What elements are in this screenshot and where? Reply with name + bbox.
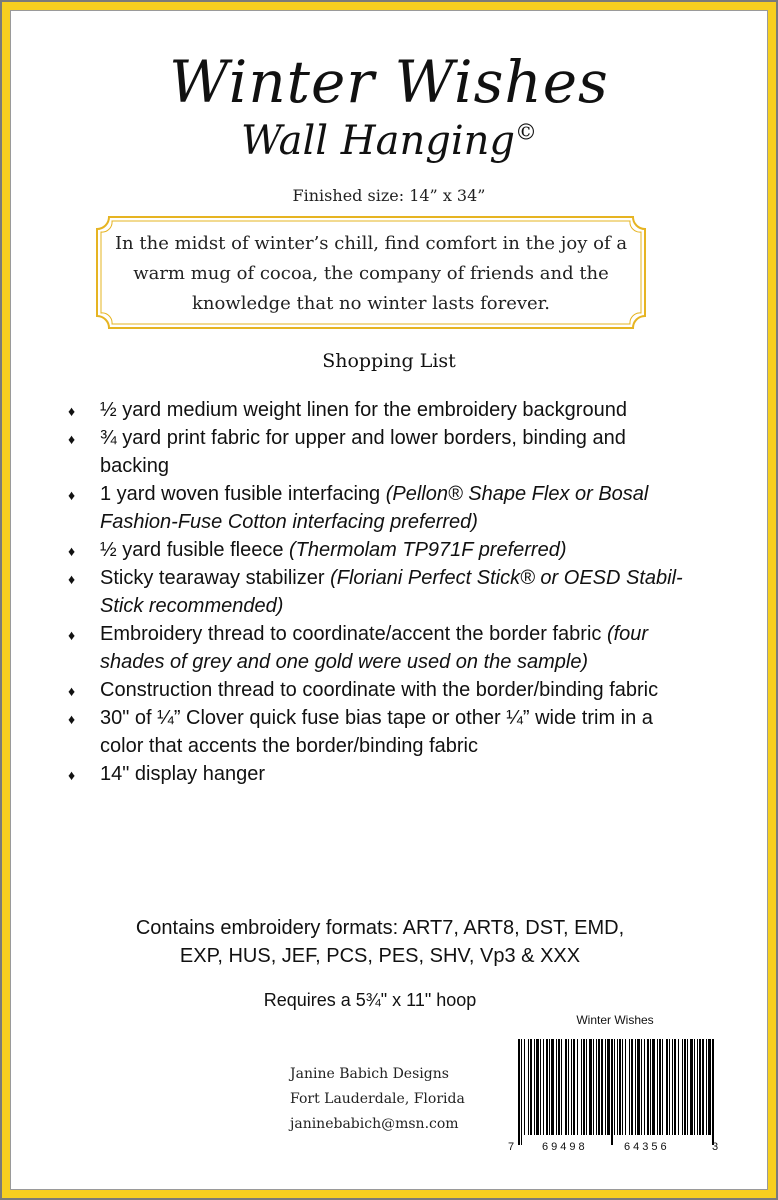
barcode-bar — [657, 1039, 658, 1135]
barcode-bar — [712, 1039, 714, 1145]
barcode-bar — [596, 1039, 597, 1135]
list-item-text: ½ yard medium weight linen for the embroidery background — [100, 399, 627, 421]
barcode-bar — [647, 1039, 649, 1135]
barcode-bar — [659, 1039, 661, 1135]
barcode-bar — [565, 1039, 567, 1135]
barcode-bar — [593, 1039, 594, 1135]
barcode-bar — [666, 1039, 668, 1135]
barcode-bar — [583, 1039, 585, 1135]
barcode-bar — [607, 1039, 610, 1135]
finished-size: Finished size: 14” x 34” — [292, 186, 486, 205]
barcode-bar — [561, 1039, 562, 1135]
barcode-bar — [581, 1039, 582, 1135]
barcode-bar — [650, 1039, 651, 1135]
quote-line-2: warm mug of cocoa, the company of friends and the — [133, 263, 609, 284]
barcode-bar — [598, 1039, 600, 1135]
barcode-bar — [672, 1039, 673, 1135]
list-item-text: 14" display hanger — [100, 763, 265, 785]
barcode-bar — [573, 1039, 575, 1135]
diamond-bullet-icon: ♦ — [68, 431, 76, 447]
barcode-bar — [614, 1039, 615, 1135]
barcode-bar — [687, 1039, 688, 1135]
diamond-bullet-icon: ♦ — [68, 627, 76, 643]
list-item — [68, 676, 688, 704]
diamond-bullet-icon: ♦ — [68, 711, 76, 727]
barcode-bar — [708, 1039, 711, 1135]
barcode-bar — [536, 1039, 539, 1135]
barcode-bar — [619, 1039, 621, 1135]
barcode-bar — [635, 1039, 636, 1135]
barcode-bar — [518, 1039, 520, 1145]
barcode-bar — [652, 1039, 655, 1135]
barcode-bar — [617, 1039, 618, 1135]
barcode-bar — [534, 1039, 535, 1135]
barcode-bar — [694, 1039, 695, 1135]
pattern-title: Winter Wishes — [169, 48, 609, 116]
embroidery-formats — [60, 914, 700, 970]
diamond-bullet-icon: ♦ — [68, 571, 76, 587]
diamond-bullet-icon: ♦ — [68, 487, 76, 503]
barcode-bar — [690, 1039, 693, 1135]
hoop-requirement: Requires a 5¾" x 11" hoop — [263, 990, 477, 1010]
barcode-bar — [571, 1039, 572, 1135]
barcode-bar — [549, 1039, 550, 1135]
barcode-bars — [508, 1031, 722, 1153]
barcode-bar — [697, 1039, 698, 1135]
barcode-bar — [699, 1039, 701, 1135]
barcode-digit-first: 7 — [508, 1141, 515, 1153]
designer-location: Fort Lauderdale, Florida — [290, 1091, 465, 1107]
barcode-bar — [546, 1039, 548, 1135]
barcode-bar — [702, 1039, 704, 1135]
list-item-text: 1 yard woven fusible interfacing — [100, 483, 386, 505]
barcode-bar — [674, 1039, 676, 1135]
barcode-group-left: 69498 — [542, 1141, 588, 1153]
list-item-text: ½ yard fusible fleece — [100, 539, 289, 561]
barcode-bar — [540, 1039, 541, 1135]
barcode-bar — [521, 1039, 522, 1145]
barcode-bar — [641, 1039, 642, 1135]
list-item — [68, 564, 688, 620]
barcode-bar — [543, 1039, 544, 1135]
barcode-bar — [625, 1039, 626, 1135]
barcode-bar — [601, 1039, 603, 1135]
barcode-bar — [669, 1039, 670, 1135]
list-item — [68, 480, 688, 536]
list-item-note: (Pellon® Shape Flex or Bosal Fashion-Fuse Cotton interfacing preferred) — [100, 483, 649, 533]
list-item — [68, 396, 688, 424]
list-item — [68, 536, 688, 564]
barcode-label: Winter Wishes — [576, 1013, 654, 1027]
diamond-bullet-icon: ♦ — [68, 403, 76, 419]
quote-line-1: In the midst of winter’s chill, find comfort in the joy of a — [114, 233, 628, 254]
pattern-subtitle — [0, 118, 778, 164]
barcode-bar — [629, 1039, 630, 1135]
formats-line-1: Contains embroidery formats: ART7, ART8, DST, EMD, — [135, 917, 625, 939]
barcode-bar — [524, 1039, 525, 1135]
list-item-note: (four shades of grey and one gold were used on the sample) — [100, 623, 649, 673]
formats-line-2: EXP, HUS, JEF, PCS, PES, SHV, Vp3 & XXX — [179, 945, 581, 967]
barcode-bar — [551, 1039, 554, 1135]
quote-text — [95, 229, 647, 319]
barcode-bar — [678, 1039, 679, 1135]
barcode-bar — [622, 1039, 623, 1135]
barcode-bar — [558, 1039, 560, 1135]
barcode-bar — [631, 1039, 633, 1135]
designer-name: Janine Babich Designs — [290, 1066, 449, 1082]
list-item — [68, 704, 688, 760]
list-item-text: ¾ yard print fabric for upper and lower borders, binding and backing — [100, 427, 626, 477]
shopping-list — [68, 396, 688, 788]
list-item-text: Embroidery thread to coordinate/accent the border fabric — [100, 623, 607, 645]
diamond-bullet-icon: ♦ — [68, 683, 76, 699]
barcode-bar — [589, 1039, 592, 1135]
barcode-bar — [682, 1039, 683, 1135]
barcode-bar — [684, 1039, 686, 1135]
designer-info — [290, 1062, 490, 1137]
copyright-symbol: © — [515, 120, 538, 146]
diamond-bullet-icon: ♦ — [68, 767, 76, 783]
shopping-list-heading: Shopping List — [322, 350, 456, 372]
list-item-text: Sticky tearaway stabilizer — [100, 567, 331, 589]
designer-email: janinebabich@msn.com — [290, 1116, 459, 1132]
list-item — [68, 620, 688, 676]
list-item-note: (Thermolam TP971F preferred) — [289, 539, 567, 561]
subtitle-text: Wall Hanging — [240, 118, 516, 164]
barcode-bar — [637, 1039, 640, 1135]
barcode-bar — [644, 1039, 645, 1135]
barcode-bar — [530, 1039, 532, 1135]
barcode-digit-last: 3 — [712, 1141, 719, 1153]
barcode-bar — [605, 1039, 606, 1135]
list-item — [68, 760, 688, 788]
barcode-bar — [662, 1039, 663, 1135]
barcode-bar — [706, 1039, 707, 1135]
barcode-bar — [528, 1039, 529, 1135]
list-item — [68, 424, 688, 480]
barcode-bar — [586, 1039, 587, 1135]
list-item-text: Construction thread to coordinate with the border/binding fabric — [100, 679, 659, 701]
barcode-bar — [556, 1039, 557, 1135]
list-item-text: 30" of ¼” Clover quick fuse bias tape or other ¼” wide trim in a color that accents the border/binding fabric — [100, 707, 653, 757]
barcode — [508, 1013, 722, 1163]
quote-box — [95, 215, 647, 330]
list-item-note: (Floriani Perfect Stick® or OESD Stabil-Stick recommended) — [100, 567, 683, 617]
barcode-bar — [577, 1039, 578, 1135]
barcode-group-right: 64356 — [624, 1141, 670, 1153]
barcode-bar — [611, 1039, 613, 1145]
quote-line-3: knowledge that no winter lasts forever. — [191, 293, 551, 314]
diamond-bullet-icon: ♦ — [68, 543, 76, 559]
barcode-bar — [568, 1039, 569, 1135]
